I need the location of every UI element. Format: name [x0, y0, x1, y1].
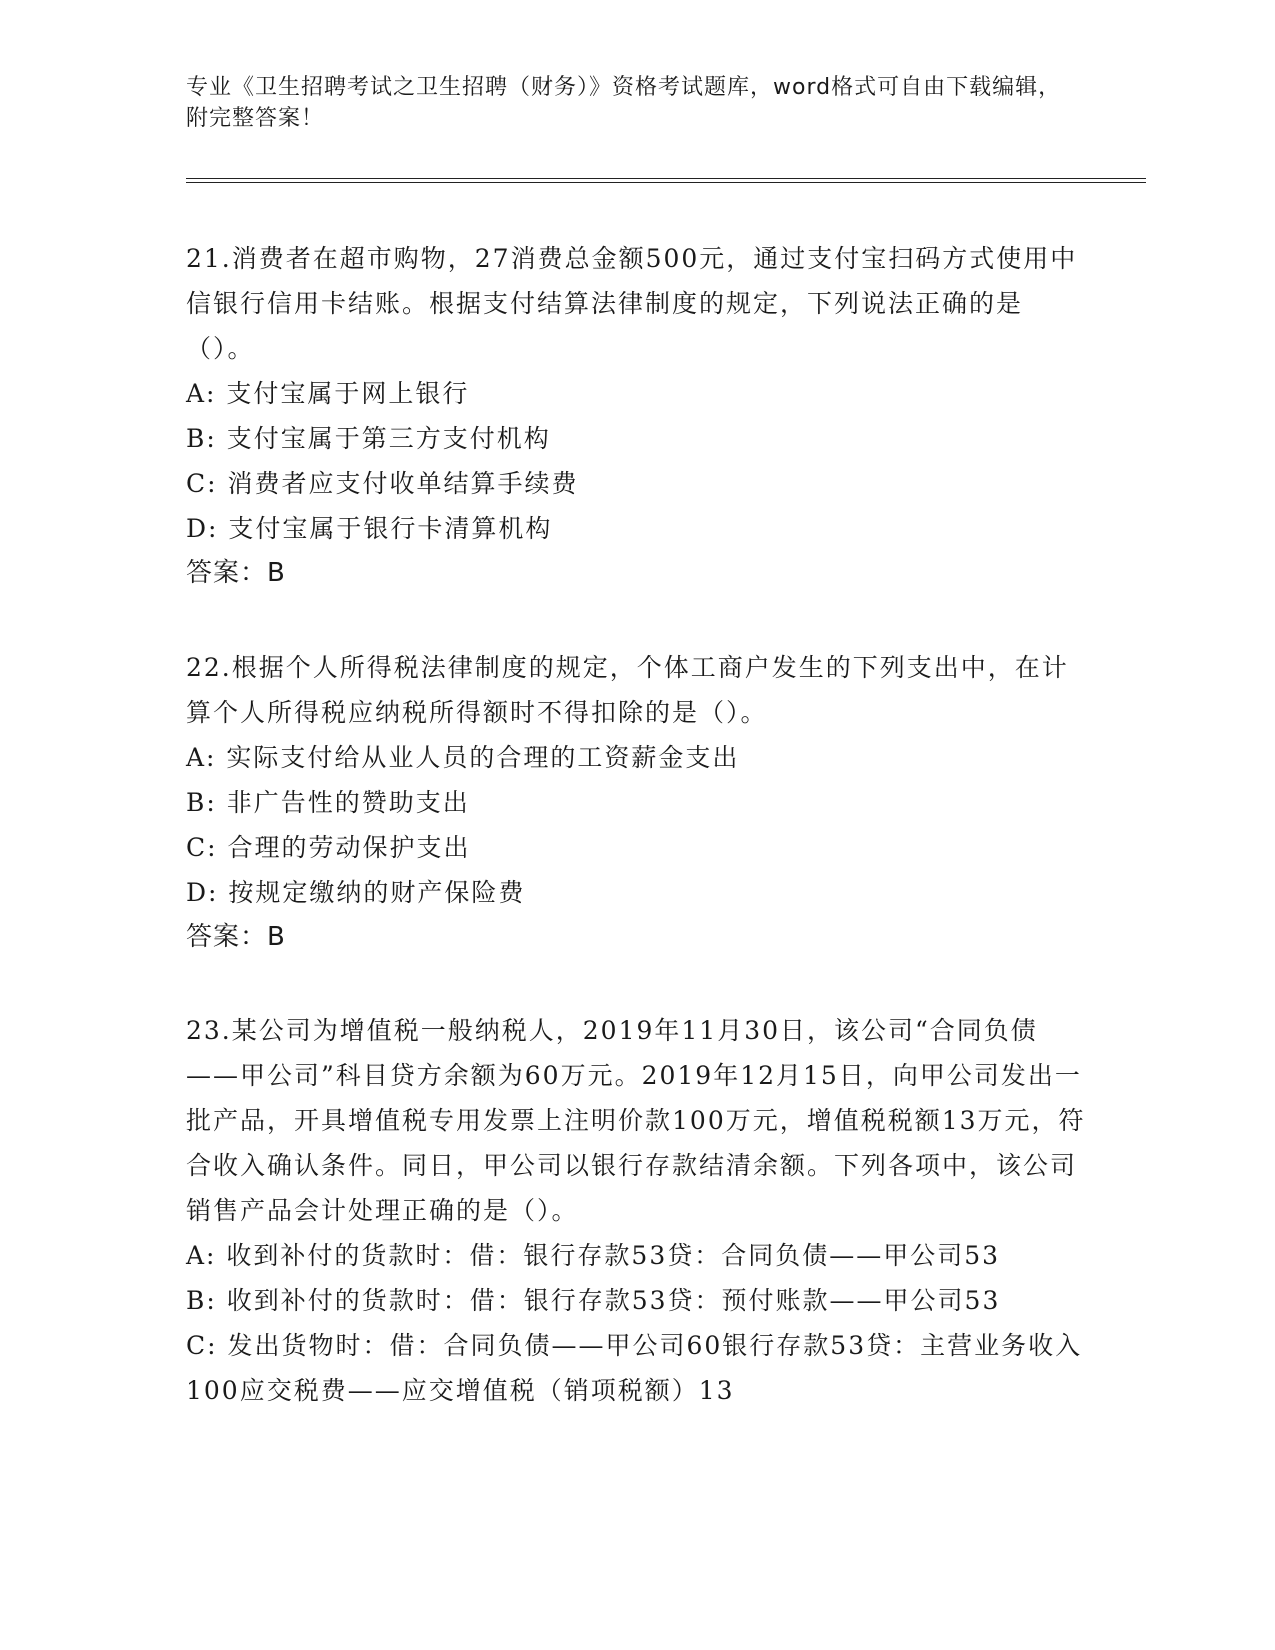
option-a: A: 实际支付给从业人员的合理的工资薪金支出: [186, 743, 740, 772]
option-c: C: 合理的劳动保护支出: [186, 833, 471, 862]
answer-label: 答案：B: [186, 558, 286, 588]
header-divider-bottom: [186, 182, 1146, 183]
question-21: [186, 236, 1086, 596]
option-d: D: 支付宝属于银行卡清算机构: [186, 514, 553, 543]
question-stem: 22.根据个人所得税法律制度的规定，个体工商户发生的下列支出中，在计算个人所得税应纳税所得额时不得扣除的是（）。: [186, 653, 1069, 727]
option-b: B: 支付宝属于第三方支付机构: [186, 424, 551, 453]
option-c: C: 消费者应支付收单结算手续费: [186, 469, 579, 498]
question-stem: 21.消费者在超市购物，27消费总金额500元，通过支付宝扫码方式使用中信银行信用卡结账。根据支付结算法律制度的规定，下列说法正确的是（）。: [186, 244, 1078, 363]
option-d: D: 按规定缴纳的财产保险费: [186, 878, 526, 907]
option-a: A: 收到补付的货款时：借：银行存款53贷：合同负债——甲公司53: [186, 1241, 1001, 1270]
option-list: [186, 1233, 1086, 1413]
question-stem: 23.某公司为增值税一般纳税人，2019年11月30日，该公司“合同负债——甲公司”科目贷方余额为60万元。2019年12月15日，向甲公司发出一批产品，开具增值税专用发票上注明价款100万元，增值税税额13万元，符合收入确认条件。同日，甲公司以银行存款结清余额。下列各项中，该公司销售产品会计处理正确的是（）。: [186, 1016, 1086, 1225]
header-divider-top: [186, 178, 1146, 179]
question-22: [186, 645, 1086, 960]
option-list: [186, 735, 1086, 915]
question-23: [186, 1008, 1086, 1413]
option-list: [186, 371, 1086, 551]
option-c: C: 发出货物时：借：合同负债——甲公司60银行存款53贷：主营业务收入100应交税费——应交增值税（销项税额）13: [186, 1331, 1083, 1405]
answer-label: 答案：B: [186, 922, 286, 952]
option-b: B: 非广告性的赞助支出: [186, 788, 470, 817]
option-a: A: 支付宝属于网上银行: [186, 379, 470, 408]
document-header: 专业《卫生招聘考试之卫生招聘（财务）》资格考试题库，word格式可自由下载编辑，附完整答案！: [186, 75, 1062, 131]
option-b: B: 收到补付的货款时：借：银行存款53贷：预付账款——甲公司53: [186, 1286, 1001, 1315]
